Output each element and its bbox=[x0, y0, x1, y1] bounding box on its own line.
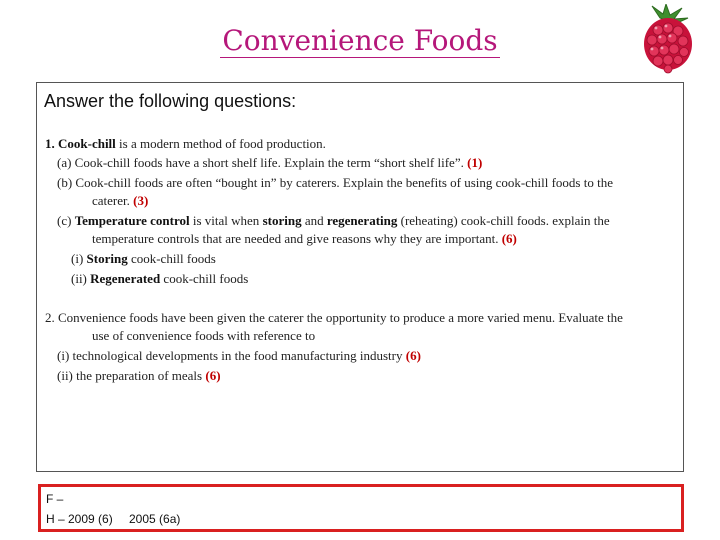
q1b-line1: (b) Cook-chill foods are often “bought in” by caterers. Explain the benefits of using cook-chill foods to the bbox=[57, 175, 613, 190]
q2-i-marks: (6) bbox=[405, 348, 421, 363]
q1a-marks: (1) bbox=[467, 155, 483, 170]
q1-number: 1. bbox=[45, 136, 55, 151]
q1c-marks: (6) bbox=[501, 231, 517, 246]
q2-ii-marks: (6) bbox=[205, 368, 221, 383]
questions-heading: Answer the following questions: bbox=[44, 91, 297, 111]
page-title bbox=[0, 24, 720, 57]
q1c-mid1: is vital when bbox=[192, 213, 260, 228]
q1b-line2-text: caterer. bbox=[92, 193, 130, 208]
q1c-rest: (reheating) cook-chill foods. explain the bbox=[400, 213, 610, 228]
exam-reference-box bbox=[38, 484, 684, 532]
q1c-ii-rest: cook-chill foods bbox=[163, 271, 249, 286]
q1c-i-term: Storing bbox=[86, 251, 128, 266]
q1c-i-rest: cook-chill foods bbox=[130, 251, 216, 266]
q1c-i bbox=[71, 251, 216, 267]
q1c-line2-text: temperature controls that are needed and give reasons why they are important. bbox=[92, 231, 499, 246]
q2-line1: 2. Convenience foods have been given the caterer the opportunity to produce a more varied menu. Evaluate the bbox=[45, 310, 623, 325]
q1c-ii bbox=[71, 271, 248, 287]
q2-i bbox=[57, 348, 421, 364]
q1c-term2: storing bbox=[262, 213, 302, 228]
q1c-line2 bbox=[92, 231, 517, 247]
q1-intro-text: is a modern method of food production. bbox=[119, 136, 326, 151]
q1c-term1: Temperature control bbox=[74, 213, 190, 228]
q1-intro bbox=[45, 136, 326, 152]
q2-line2: use of convenience foods with reference to bbox=[92, 328, 316, 343]
q1c-mid2: and bbox=[304, 213, 324, 228]
q1c-line1 bbox=[57, 213, 610, 229]
raspberry-icon bbox=[630, 4, 702, 76]
q1c-ii-term: Regenerated bbox=[90, 271, 161, 286]
q1a-text: (a) Cook-chill foods have a short shelf life. Explain the term “short shelf life”. bbox=[57, 155, 464, 170]
q2-ii bbox=[57, 368, 221, 384]
q1b-marks: (3) bbox=[133, 193, 149, 208]
q1-term: Cook-chill bbox=[58, 136, 116, 151]
questions-box bbox=[36, 82, 684, 472]
q1c-i-prefix: (i) bbox=[71, 251, 84, 266]
q1a bbox=[57, 155, 482, 171]
q2-ii-text: (ii) the preparation of meals bbox=[57, 368, 203, 383]
q1c-prefix: (c) bbox=[57, 213, 72, 228]
exam-reference-f: F – bbox=[46, 492, 64, 506]
q1c-term3: regenerating bbox=[326, 213, 398, 228]
page-title-text: Convenience Foods bbox=[222, 24, 498, 57]
exam-reference-h: H – 2009 (6) bbox=[46, 512, 113, 526]
q1b-line2 bbox=[92, 193, 148, 209]
q1c-ii-prefix: (ii) bbox=[71, 271, 87, 286]
q2-i-text: (i) technological developments in the food manufacturing industry bbox=[57, 348, 403, 363]
exam-reference-2005: 2005 (6a) bbox=[129, 512, 181, 526]
